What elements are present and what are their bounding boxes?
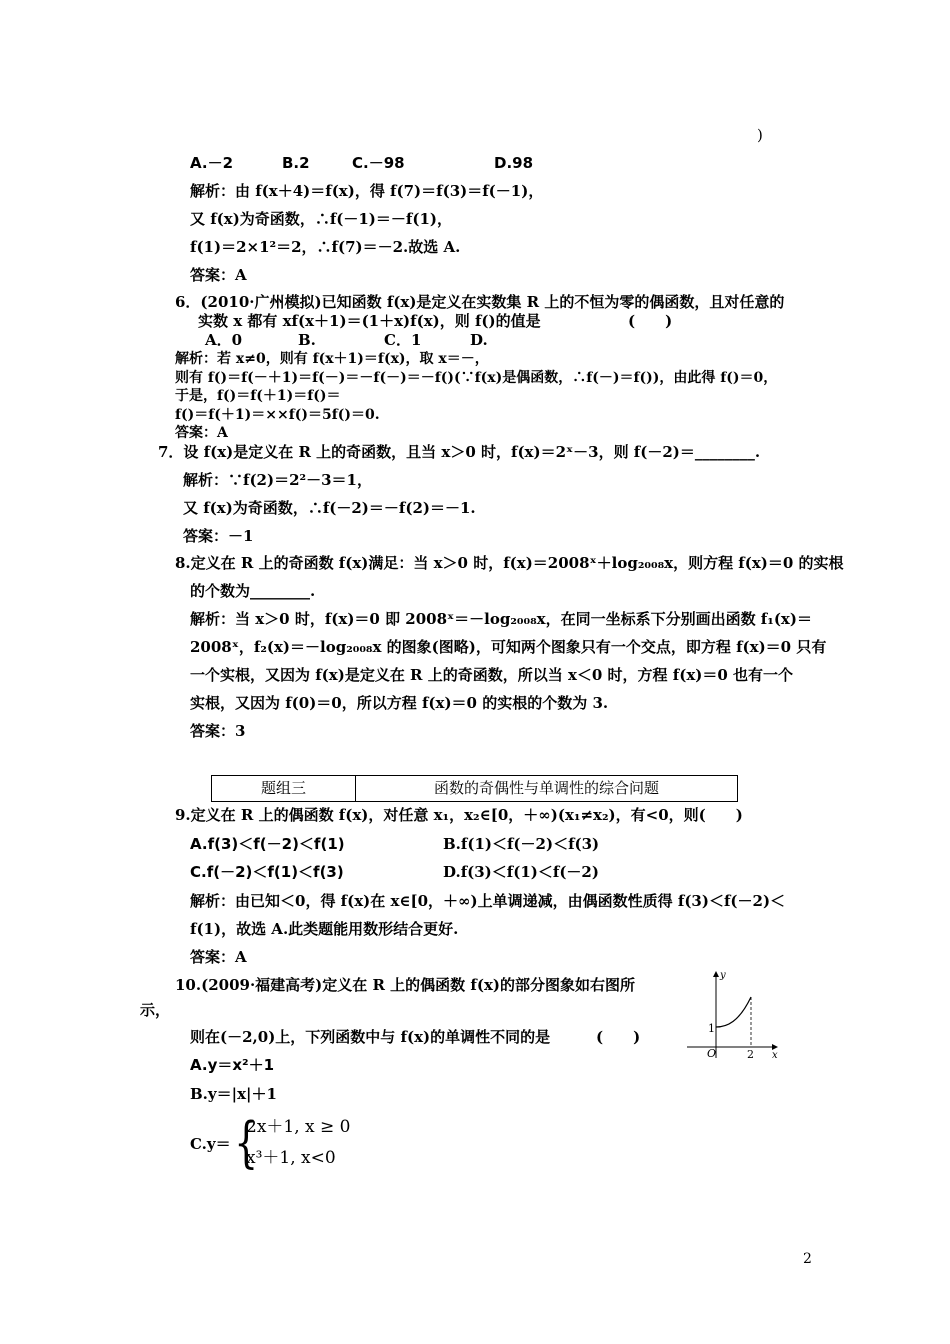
q8-solution-line2: 2008ˣ，f₂(x)＝－log₂₀₀₈x 的图象(图略)，可知两个图象只有一个交点，即方程 f(x)＝0 只有 (190, 638, 827, 656)
q7-solution-line1: 解析：∵f(2)＝2²－3＝1， (183, 471, 372, 489)
origin-label: O (707, 1047, 717, 1060)
q10-line2: 则在(－2,0)上，下列函数中与 f(x)的单调性不同的是 (190, 1028, 551, 1046)
q6-solution-line2: 则有 f()＝f(－＋1)＝f(－)＝－f(－)＝－f()(∵f(x)是偶函数，∴f(－)＝f())，由此得 f()＝0， (175, 370, 778, 386)
q7-solution-line2: 又 f(x)为奇函数，∴f(－2)＝－f(2)＝－1. (183, 499, 476, 517)
q6-paren: ( ) (628, 312, 673, 330)
q9-option-a: A.f(3)＜f(－2)＜f(1) (190, 835, 345, 853)
q6-solution-line4: f()＝f(＋1)＝××f()＝5f()＝0. (175, 407, 380, 423)
x-axis-label: x (772, 1050, 778, 1061)
q5-analysis-line1: 解析：由 f(x＋4)＝f(x)，得 f(7)＝f(3)＝f(－1)， (190, 182, 544, 200)
q5-option-c: C.－98 (352, 154, 405, 172)
page-number: 2 (803, 1251, 812, 1267)
q9-option-d: D.f(3)＜f(1)＜f(－2) (443, 863, 599, 881)
section-table (211, 775, 738, 802)
q9-line1: 9.定义在 R 上的偶函数 f(x)，对任意 x₁，x₂∈[0，＋∞)(x₁≠x₂)，有<0，则( ) (175, 806, 743, 824)
q8-answer: 答案：3 (190, 722, 246, 740)
q10-option-c-case1: 2x＋1, x ≥ 0 (246, 1117, 351, 1137)
q6-solution-line3: 于是，f()＝f(＋1)＝f()＝ (175, 388, 341, 404)
q8-solution-line1: 解析：当 x＞0 时，f(x)＝0 即 2008ˣ＝－log₂₀₀₈x，在同一坐标系下分别画出函数 f₁(x)＝ (190, 610, 812, 628)
q10-option-c-case2: x³＋1, x<0 (246, 1148, 336, 1168)
q10-line1: 10.(2009·福建高考)定义在 R 上的偶函数 f(x)的部分图象如右图所 (175, 976, 635, 994)
section-group-cell: 题组三 (212, 776, 356, 801)
q5-option-a: A.－2 (190, 154, 234, 172)
q10-option-c-label: C.y＝ (190, 1135, 231, 1153)
paren-close: ) (757, 126, 763, 144)
section-topic-cell: 函数的奇偶性与单调性的综合问题 (433, 779, 659, 797)
q7-answer: 答案：－1 (183, 527, 254, 545)
q5-answer: 答案：A (190, 266, 247, 284)
q5-option-b: B.2 (282, 154, 310, 172)
piecewise-brace: { (234, 1111, 259, 1174)
q9-option-b: B.f(1)＜f(－2)＜f(3) (443, 835, 600, 853)
q6-line1: 6．(2010·广州模拟)已知函数 f(x)是定义在实数集 R 上的不恒为零的偶函数，且对任意的 (175, 293, 785, 311)
y-tick-label: 1 (708, 1022, 715, 1035)
q6-solution-line1: 解析：若 x≠0，则有 f(x＋1)＝f(x)，取 x＝－， (175, 351, 489, 367)
q6-option-d: D. (470, 331, 488, 349)
q5-option-d: D.98 (494, 154, 534, 172)
q8-solution-line3: 一个实根，又因为 f(x)是定义在 R 上的奇函数，所以当 x＜0 时，方程 f(x)＝0 也有一个 (190, 666, 794, 684)
q5-analysis-line3: f(1)＝2×1²＝2，∴f(7)＝－2.故选 A. (190, 238, 461, 256)
q10-option-a: A.y＝x²＋1 (190, 1056, 275, 1074)
q6-option-c: C．1 (384, 331, 422, 349)
q5-analysis-line2: 又 f(x)为奇函数，∴f(－1)＝－f(1)， (190, 210, 452, 228)
q6-option-b: B. (298, 331, 316, 349)
q9-solution-line1: 解析：由已知＜0，得 f(x)在 x∈[0，＋∞)上单调递减，由偶函数性质得 f(3)＜f(－2)＜ (190, 892, 786, 910)
function-graph (683, 966, 783, 1061)
q7-line1: 7．设 f(x)是定义在 R 上的奇函数，且当 x＞0 时，f(x)＝2ˣ－3，则 f(－2)＝________. (158, 443, 761, 461)
y-axis-label: y (720, 970, 726, 981)
q6-line2: 实数 x 都有 xf(x＋1)＝(1＋x)f(x)，则 f()的值是 (198, 312, 541, 330)
q10-option-b: B.y＝|x|＋1 (190, 1085, 277, 1103)
x-tick-label: 2 (747, 1048, 754, 1061)
q9-answer: 答案：A (190, 948, 247, 966)
q6-answer: 答案：A (175, 425, 228, 441)
function-curve (716, 997, 751, 1027)
q8-line1: 8.定义在 R 上的奇函数 f(x)满足：当 x＞0 时，f(x)＝2008ˣ＋log₂₀₀₈x，则方程 f(x)＝0 的实根 (175, 554, 844, 572)
q10-line1-cont: 示， (140, 1001, 171, 1019)
q8-line2: 的个数为________. (190, 582, 316, 600)
q8-solution-line4: 实根，又因为 f(0)＝0，所以方程 f(x)＝0 的实根的个数为 3. (190, 694, 609, 712)
q6-option-a: A．0 (205, 331, 243, 349)
q9-option-c: C.f(－2)＜f(1)＜f(3) (190, 863, 344, 881)
q10-paren: ( ) (596, 1028, 641, 1046)
q9-solution-line2: f(1)，故选 A.此类题能用数形结合更好. (190, 920, 459, 938)
